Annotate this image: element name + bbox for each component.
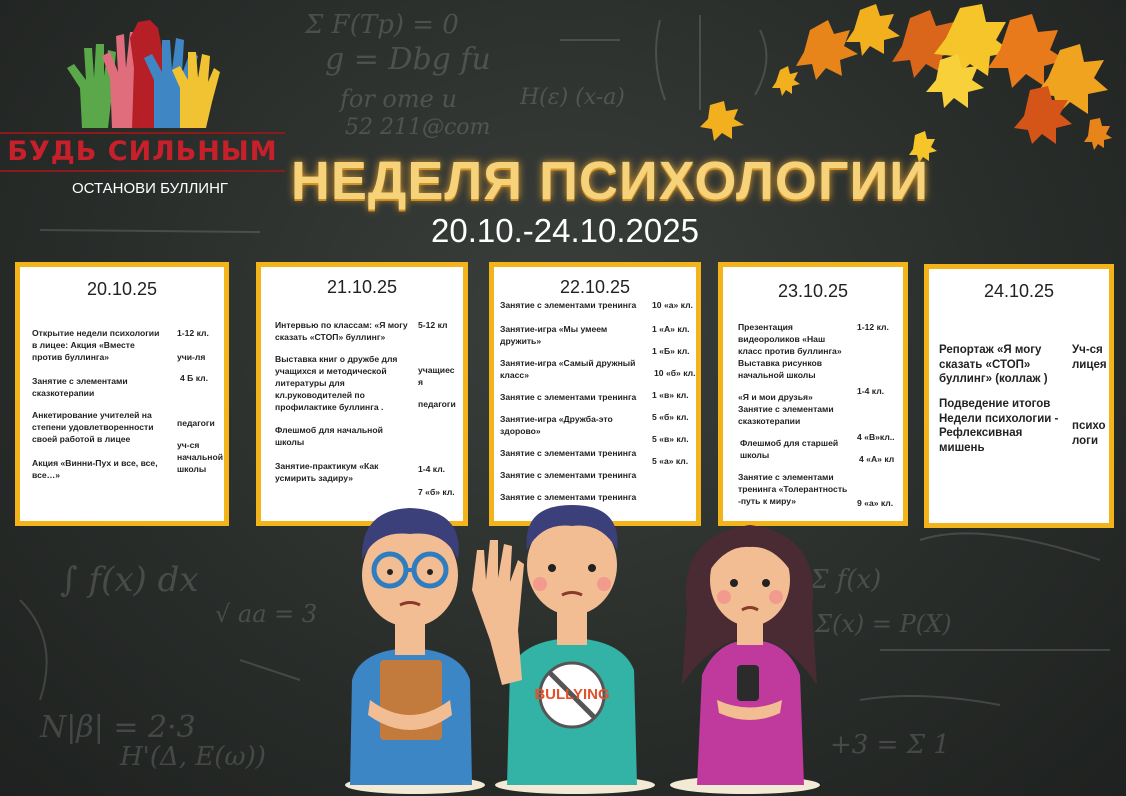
chalk-formula: g = Dbg fu: [325, 42, 491, 77]
event-audience: психологи: [1072, 420, 1106, 447]
card-date: 22.10.25: [559, 277, 631, 297]
chalk-formula: Σ(x) = P(X): [815, 610, 952, 638]
chalk-formula: +3 = Σ 1: [830, 730, 950, 760]
event-audience: 4 «А» кл: [859, 454, 895, 464]
event-audience: 1 «в» кл.: [652, 390, 689, 400]
event-text: Презентация видеороликов «Наш класс против буллинга» Выставка рисунков начальной школы: [738, 322, 842, 380]
event-audience: педагоги: [177, 418, 215, 428]
chalk-formula: H'(Δ, E(ω)): [120, 742, 266, 772]
event-audience: Уч-ся лицея: [1072, 344, 1107, 371]
event-audience: педагоги: [418, 399, 456, 409]
chalk-formula: 52 211@com: [345, 115, 491, 140]
event-audience: 1-12 кл.: [857, 322, 889, 332]
chalk-formula: Σ F(Tp) = 0: [305, 10, 459, 40]
event-audience: уч-ся начальной школы: [177, 440, 223, 474]
shirt-text: BULLYING: [534, 686, 610, 703]
event-audience: 1 «А» кл.: [652, 324, 690, 334]
event-text: Занятие-игра «Самый дружный класс»: [500, 358, 636, 380]
boy-stop-gesture-illustration: [462, 500, 662, 785]
event-audience: 1-4 кл.: [857, 386, 885, 396]
event-audience: учащиеся: [418, 365, 455, 387]
chalk-formula: for ome u: [340, 85, 457, 113]
event-audience: 5 «в» кл.: [652, 434, 689, 444]
event-text: Занятие с элементами тренинга: [500, 448, 637, 458]
event-text: Выставка книг о дружбе для учащихся и методической литературы для кл.руководителей по профилактике буллинга .: [275, 354, 398, 412]
chalk-formula: H(ε) (x-a): [520, 85, 625, 110]
event-text: Подведение итогов Недели психологии - Рефлексивная мишень: [939, 398, 1059, 454]
event-audience: 1-12 кл.: [177, 328, 209, 338]
event-text: Занятие с элементами тренинга «Толерантность -путь к миру»: [738, 472, 848, 506]
event-text: Анкетирование учителей на степени удовлетворенности своей работой в лицее: [32, 410, 154, 444]
chalk-formula: N|β| = 2·3: [40, 710, 196, 745]
event-text: Флешмоб для старшей школы: [740, 438, 839, 460]
day-card-24: [924, 264, 1114, 528]
event-text: Занятие с элементами тренинга: [500, 492, 637, 502]
day-card-22: [489, 262, 701, 526]
hands-logo-icon: [62, 18, 222, 133]
girl-with-phone-illustration: [672, 515, 827, 785]
card-date: 20.10.25: [86, 279, 158, 299]
day-card-21: [256, 262, 468, 526]
event-audience: 5 «б» кл.: [652, 412, 689, 422]
chalk-formula: √ aa = 3: [215, 600, 318, 628]
event-text: «Я и мои друзья» Занятие с элементами сказкотерапии: [738, 392, 834, 426]
event-audience: 5-12 кл: [418, 320, 448, 330]
page-title: НЕДЕЛЯ ПСИХОЛОГИИ: [290, 151, 930, 211]
event-text: Занятие-практикум «Как усмирить задиру»: [275, 461, 379, 483]
event-text: Занятие с элементами тренинга: [500, 470, 637, 480]
event-audience: 1-4 кл.: [418, 464, 446, 474]
event-text: Занятие с элементами сказкотерапии: [32, 376, 128, 398]
event-audience: 4 «В»кл..: [857, 432, 895, 442]
event-text: Акция «Винни-Пух и все, все, все…»: [32, 458, 158, 480]
event-text: Занятие-игра «Мы умеем дружить»: [500, 324, 608, 346]
event-text: Открытие недели психологии в лицее: Акция «Вместе против буллинга»: [32, 328, 160, 362]
event-audience: 10 «б» кл.: [654, 368, 696, 378]
event-audience: 9 «а» кл.: [857, 498, 894, 508]
day-card-20: [15, 262, 229, 526]
logo-title: БУДЬ СИЛЬНЫМ: [0, 132, 285, 172]
date-range: 20.10.-24.10.2025: [431, 212, 699, 249]
chalk-formula: ∫ f(x) dx: [60, 560, 199, 600]
event-audience: 5 «а» кл.: [652, 456, 689, 466]
day-card-23: [718, 262, 908, 526]
event-text: Репортаж «Я могу сказать «СТОП» буллинг» (коллаж ): [939, 344, 1048, 385]
event-audience: учи-ля: [177, 352, 206, 362]
event-audience: 4 Б кл.: [180, 373, 208, 383]
event-audience: 1 «Б» кл.: [652, 346, 690, 356]
card-date: 21.10.25: [326, 277, 398, 297]
card-date: 24.10.25: [983, 281, 1055, 301]
event-text: Занятие-игра «Дружба-это здорово»: [500, 414, 613, 436]
card-date: 23.10.25: [777, 281, 849, 301]
event-text: Флешмоб для начальной школы: [275, 425, 383, 447]
chalk-formula: Σ f(x): [810, 565, 882, 595]
event-text: Интервью по классам: «Я могу сказать «СТОП» буллинг»: [275, 320, 408, 342]
logo-subtitle: ОСТАНОВИ БУЛЛИНГ: [71, 180, 229, 197]
event-audience: 10 «а» кл.: [652, 300, 693, 310]
event-text: Занятие с элементами тренинга: [500, 300, 637, 310]
event-audience: 7 «б» кл.: [418, 487, 455, 497]
event-text: Занятие с элементами тренинга: [500, 392, 637, 402]
